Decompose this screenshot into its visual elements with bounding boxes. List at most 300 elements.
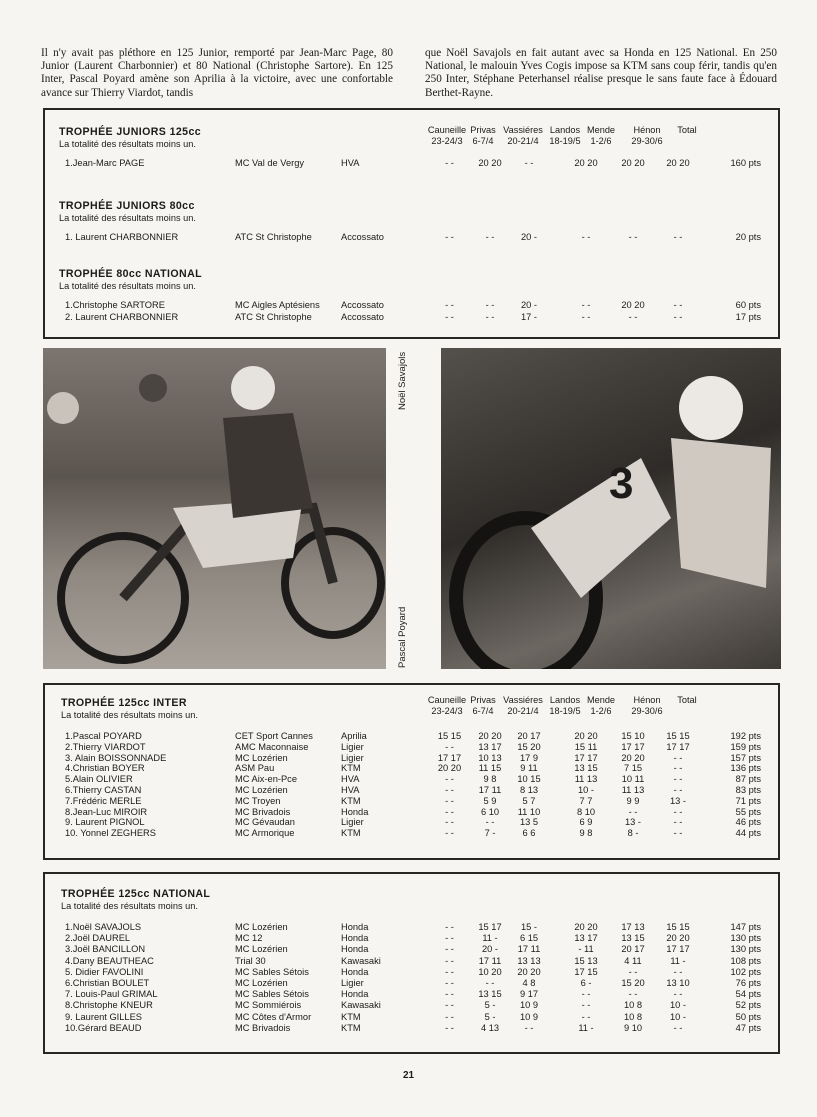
section-subtitle: La totalité des résultats moins un.	[59, 281, 196, 291]
score-pair: 20 20	[517, 966, 541, 977]
total-points: 157 pts	[730, 752, 761, 763]
club-name: MC Lozérien	[235, 922, 288, 932]
score-pair: 20 -	[520, 232, 538, 242]
score-pair: 20 17	[621, 944, 645, 955]
table-row	[45, 763, 778, 774]
total-points: 50 pts	[735, 1011, 761, 1022]
score-pair: - -	[581, 989, 591, 1000]
photo-noel-savajols	[441, 348, 781, 669]
motorcycle-brand: Honda	[341, 933, 369, 944]
column-header-dates: 29-30/6	[631, 136, 663, 146]
rider-name: 6.Christian BOULET	[65, 978, 150, 988]
section-title: TROPHÉE 125cc INTER	[61, 697, 187, 709]
column-header-label: Privas	[470, 695, 496, 705]
table-row	[45, 232, 778, 243]
table-row	[45, 1023, 778, 1034]
rider-name: 5.Alain OLIVIER	[65, 774, 133, 785]
photo-pascal-poyard	[43, 348, 386, 669]
score-pair: - -	[445, 312, 454, 322]
motorcycle-brand: KTM	[341, 1011, 361, 1022]
total-points: 130 pts	[730, 944, 761, 955]
score-pair: 5 9	[483, 795, 497, 806]
motorcycle-brand: Ligier	[341, 752, 364, 763]
motorcycle-brand: Honda	[341, 989, 369, 1000]
caption-noel-savajols: Noël Savajols	[397, 351, 408, 410]
table-row	[45, 300, 778, 311]
score-pair: - -	[445, 944, 454, 955]
score-pair: 11 13	[574, 774, 598, 785]
score-pair: 20 20	[478, 158, 502, 168]
club-name: MC 12	[235, 933, 263, 944]
score-pair: 17 13	[621, 922, 645, 932]
table-row	[45, 817, 778, 828]
column-header-dates: 23-24/3	[431, 706, 463, 716]
motorcycle-brand: HVA	[341, 774, 360, 785]
club-name: MC Sables Sétois	[235, 989, 309, 1000]
score-pair: - -	[673, 752, 683, 763]
column-header-dates: 6-7/4	[472, 706, 494, 716]
motorcycle-brand: Honda	[341, 922, 369, 932]
motorcycle-brand: Aprilia	[341, 731, 367, 741]
column-header-label: Cauneille	[427, 125, 467, 135]
column-header-dates: 1-2/6	[590, 706, 612, 716]
score-pair: 13 15	[621, 933, 645, 944]
score-pair: 15 10	[621, 731, 645, 741]
score-pair: 15 15	[666, 731, 690, 741]
total-points: 83 pts	[735, 785, 761, 795]
score-pair: 5 -	[484, 1011, 496, 1022]
section-subtitle: La totalité des résultats moins un.	[59, 139, 196, 149]
total-points: 71 pts	[735, 795, 761, 806]
rider-name: 5. Didier FAVOLINI	[65, 966, 144, 977]
score-pair: 20 20	[621, 158, 645, 168]
score-pair: 20 17	[517, 731, 541, 741]
score-pair: 17 17	[666, 741, 690, 752]
score-pair: 10 20	[478, 966, 502, 977]
score-pair: - -	[628, 989, 638, 1000]
score-pair: 5 7	[522, 795, 536, 806]
score-pair: - -	[445, 922, 454, 932]
section-subtitle: La totalité des résultats moins un.	[59, 213, 196, 223]
score-pair: - -	[628, 232, 638, 242]
motorcycle-brand: Ligier	[341, 741, 364, 752]
score-pair: - -	[445, 158, 454, 168]
score-pair: - -	[485, 300, 495, 310]
total-points: 52 pts	[735, 1000, 761, 1011]
score-pair: 15 15	[666, 922, 690, 932]
score-pair: - -	[445, 1000, 454, 1011]
score-pair: - -	[581, 1000, 591, 1011]
score-pair: - -	[628, 966, 638, 977]
score-pair: 17 11	[478, 955, 502, 966]
motorcycle-brand: HVA	[341, 785, 360, 795]
score-pair: - -	[445, 1011, 454, 1022]
score-pair: - -	[445, 933, 454, 944]
total-points: 55 pts	[735, 806, 761, 817]
column-header	[655, 125, 719, 136]
score-pair: 20 20	[478, 731, 502, 741]
score-pair: 10 15	[517, 774, 541, 785]
intro-text-left: Il n'y avait pas pléthore en 125 Junior, remporté par Jean-Marc Page, 80 Junior (Laurent Charbonnier) et 80 National (Christophe Sartore). En 125 Inter, Pascal Poyard amène son Aprilia à la victoire, avec une confortable avance sur Thierry Viardot, tandis	[41, 47, 393, 99]
score-pair: 6 -	[580, 978, 592, 988]
score-pair: - -	[445, 966, 454, 977]
rider-name: 4.Christian BOYER	[65, 763, 145, 774]
score-pair: 10 9	[519, 1000, 539, 1011]
score-pair: 17 11	[517, 944, 541, 955]
score-pair: 15 17	[478, 922, 502, 932]
score-pair: 20 20	[621, 300, 645, 310]
motorcycle-brand: Ligier	[341, 817, 364, 828]
club-name: MC Lozérien	[235, 752, 288, 763]
score-pair: - 11	[578, 944, 594, 955]
total-points: 130 pts	[730, 933, 761, 944]
motorcycle-brand: KTM	[341, 795, 361, 806]
svg-text:3: 3	[609, 459, 634, 508]
table-row	[45, 312, 778, 323]
column-header-label: Landos	[549, 125, 581, 135]
score-pair: 20 20	[574, 731, 598, 741]
motorcycle-brand: Ligier	[341, 978, 364, 988]
club-name: MC Lozérien	[235, 978, 288, 988]
score-pair: 10 -	[669, 1011, 687, 1022]
section-subtitle: La totalité des résultats moins un.	[61, 710, 198, 720]
score-pair: - -	[581, 300, 591, 310]
total-points: 20 pts	[735, 232, 761, 242]
score-pair: - -	[673, 774, 683, 785]
motorcycle-brand: KTM	[341, 828, 361, 839]
score-pair: - -	[628, 806, 638, 817]
motorcycle-brand: Accossato	[341, 312, 384, 322]
score-pair: - -	[673, 785, 683, 795]
score-pair: 9 9	[626, 795, 640, 806]
caption-pascal-poyard: Pascal Poyard	[397, 606, 408, 668]
intro-text-right: que Noël Savajols en fait autant avec sa Honda en 125 National. En 250 National, le malouin Yves Cogis impose sa KTM sans coup férir, tandis qu'en 250 Inter, Stéphane Peterhansel réalise presque le sans faute face à Édouard Berthet-Rayne.	[425, 47, 777, 99]
score-pair: 7 7	[579, 795, 593, 806]
score-pair: - -	[445, 978, 454, 988]
score-pair: - -	[581, 1011, 591, 1022]
rider-name: 2. Laurent CHARBONNIER	[65, 312, 179, 322]
score-pair: 9 17	[519, 989, 539, 1000]
club-name: MC Gévaudan	[235, 817, 295, 828]
section-subtitle: La totalité des résultats moins un.	[61, 901, 198, 911]
motorcycle-brand: Accossato	[341, 232, 384, 242]
motorcycle-brand: KTM	[341, 763, 361, 774]
score-pair: - -	[673, 989, 683, 1000]
score-pair: 20 20	[574, 158, 598, 168]
score-pair: - -	[445, 741, 454, 752]
motorcycle-brand: KTM	[341, 1022, 361, 1033]
club-name: ATC St Christophe	[235, 232, 312, 242]
rider-name: 4.Dany BEAUTHEAC	[65, 955, 154, 966]
score-pair: 20 20	[666, 933, 690, 944]
total-points: 60 pts	[735, 300, 761, 310]
column-header-dates: 23-24/3	[431, 136, 463, 146]
column-header-label: Hénon	[633, 695, 661, 705]
club-name: ATC St Christophe	[235, 312, 312, 322]
column-header-dates: 18-19/5	[549, 136, 581, 146]
score-pair: 20 -	[520, 300, 538, 310]
score-pair: - -	[673, 828, 683, 839]
score-pair: 9 8	[579, 828, 593, 839]
total-points: 87 pts	[735, 774, 761, 785]
total-points: 76 pts	[735, 978, 761, 988]
score-pair: 11 -	[670, 955, 686, 966]
club-name: MC Sables Sétois	[235, 966, 309, 977]
total-points: 46 pts	[735, 817, 761, 828]
total-points: 147 pts	[730, 922, 761, 932]
score-pair: 8 -	[627, 828, 639, 839]
score-pair: - -	[445, 795, 454, 806]
table-row	[45, 796, 778, 807]
table-row	[45, 731, 778, 742]
score-pair: 10 -	[669, 1000, 687, 1011]
table-row	[45, 1000, 778, 1011]
score-pair: - -	[673, 1022, 683, 1033]
section-title: TROPHÉE 80cc NATIONAL	[59, 268, 203, 280]
score-pair: - -	[445, 232, 454, 242]
rider-name: 8.Christophe KNEUR	[65, 1000, 153, 1011]
score-pair: - -	[673, 763, 683, 774]
club-name: AMC Maconnaise	[235, 741, 309, 752]
score-pair: 20 20	[666, 158, 690, 168]
score-pair: - -	[485, 312, 495, 322]
rider-name: 7. Louis-Paul GRIMAL	[65, 989, 158, 1000]
score-pair: 15 20	[517, 741, 541, 752]
table-row	[45, 158, 778, 169]
score-pair: 17 17	[437, 752, 462, 763]
score-pair: 15 -	[520, 922, 538, 932]
score-pair: 17 9	[519, 752, 539, 763]
table-row	[45, 978, 778, 989]
club-name: MC Lozérien	[235, 785, 288, 795]
motorcycle-brand: Kawasaki	[341, 1000, 381, 1011]
score-pair: 4 8	[522, 978, 536, 988]
score-pair: - -	[445, 828, 454, 839]
total-points: 160 pts	[730, 158, 761, 168]
motorcycle-brand: HVA	[341, 158, 360, 168]
score-pair: - -	[445, 1022, 454, 1033]
score-pair: - -	[445, 774, 454, 785]
score-pair: 15 20	[621, 978, 645, 988]
score-pair: 17 -	[520, 312, 538, 322]
rider-name: 10.Gérard BEAUD	[65, 1022, 142, 1033]
club-name: MC Côtes d'Armor	[235, 1011, 312, 1022]
score-pair: 20 20	[437, 763, 462, 774]
score-pair: 7 -	[484, 828, 496, 839]
rider-name: 1.Christophe SARTORE	[65, 300, 165, 310]
club-name: MC Troyen	[235, 795, 281, 806]
score-pair: - -	[445, 785, 454, 795]
score-pair: 20 -	[481, 944, 499, 955]
total-points: 17 pts	[735, 312, 761, 322]
rider-name: 1.Pascal POYARD	[65, 731, 142, 741]
score-pair: - -	[445, 817, 454, 828]
rider-name: 1.Jean-Marc PAGE	[65, 158, 145, 168]
score-pair: - -	[673, 806, 683, 817]
club-name: MC Brivadois	[235, 806, 291, 817]
total-points: 44 pts	[735, 828, 761, 839]
score-pair: 8 13	[519, 785, 539, 795]
score-pair: - -	[673, 817, 683, 828]
table-row	[45, 774, 778, 785]
column-header-dates: 20-21/4	[507, 136, 539, 146]
score-pair: 11 10	[517, 806, 541, 817]
score-pair: 11 -	[482, 933, 498, 944]
score-pair: 17 17	[621, 741, 645, 752]
score-pair: 20 20	[574, 922, 598, 932]
score-pair: 13 13	[517, 955, 541, 966]
column-header-dates: 1-2/6	[590, 136, 612, 146]
score-pair: 10 11	[621, 774, 645, 785]
score-pair: 13 -	[624, 817, 642, 828]
total-points: 47 pts	[735, 1022, 761, 1033]
club-name: MC Aigles Aptésiens	[235, 300, 320, 310]
club-name: Trial 30	[235, 955, 266, 966]
score-pair: 13 15	[478, 989, 502, 1000]
column-header-dates: 18-19/5	[549, 706, 581, 716]
column-header-dates: 20-21/4	[507, 706, 539, 716]
score-pair: 13 10	[666, 978, 690, 988]
score-pair: - -	[673, 966, 683, 977]
score-pair: 5 -	[484, 1000, 496, 1011]
rider-name: 2.Thierry VIARDOT	[65, 741, 146, 752]
rider-name: 1.Noël SAVAJOLS	[65, 922, 142, 932]
score-pair: - -	[485, 978, 495, 988]
total-points: 54 pts	[735, 989, 761, 1000]
column-header-label: Vassiéres	[503, 125, 543, 135]
rider-name: 3.Joël BANCILLON	[65, 944, 146, 955]
score-pair: 6 10	[480, 806, 500, 817]
column-header-label: Hénon	[633, 125, 661, 135]
page-number: 21	[402, 1070, 415, 1081]
trophy-125-national-table	[43, 872, 780, 1054]
rider-name: 10. Yonnel ZEGHERS	[65, 828, 156, 839]
rider-name: 8.Jean-Luc MIROIR	[65, 806, 148, 817]
score-pair: 7 15	[623, 763, 643, 774]
score-pair: - -	[445, 955, 454, 966]
table-row	[45, 742, 778, 753]
score-pair: - -	[445, 989, 454, 1000]
score-pair: 4 13	[480, 1022, 500, 1033]
score-pair: 6 9	[579, 817, 593, 828]
score-pair: 10 -	[577, 785, 595, 795]
score-pair: 17 15	[574, 966, 598, 977]
total-points: 102 pts	[730, 966, 761, 977]
motorcycle-brand: Honda	[341, 966, 369, 977]
score-pair: 13 5	[519, 817, 539, 828]
table-row	[45, 989, 778, 1000]
score-pair: 11 15	[478, 763, 502, 774]
table-row	[45, 967, 778, 978]
score-pair: 13 15	[574, 763, 598, 774]
club-name: MC Aix-en-Pce	[235, 774, 297, 785]
table-row	[45, 753, 778, 764]
score-pair: - -	[628, 312, 638, 322]
score-pair: 17 17	[666, 944, 690, 955]
table-row	[45, 1012, 778, 1023]
score-pair: 10 13	[478, 752, 502, 763]
rider-name: 9. Laurent PIGNOL	[65, 817, 145, 828]
table-row	[45, 922, 778, 933]
table-row	[45, 785, 778, 796]
table-row	[45, 933, 778, 944]
score-pair: 8 10	[576, 806, 596, 817]
column-header-dates: 29-30/6	[631, 706, 663, 716]
score-pair: 9 8	[483, 774, 497, 785]
column-header-dates: 6-7/4	[472, 136, 494, 146]
score-pair: 11 -	[578, 1022, 594, 1033]
total-points: 108 pts	[730, 955, 761, 966]
total-points: 159 pts	[730, 741, 761, 752]
table-row	[45, 944, 778, 955]
score-pair: 13 -	[669, 795, 687, 806]
score-pair: 15 13	[574, 955, 598, 966]
column-header-label: Cauneille	[427, 695, 467, 705]
motorcycle-brand: Honda	[341, 806, 369, 817]
score-pair: 6 6	[522, 828, 536, 839]
club-name: MC Val de Vergy	[235, 158, 305, 168]
score-pair: 15 11	[574, 741, 598, 752]
column-header-label: Total	[677, 125, 697, 135]
club-name: ASM Pau	[235, 763, 275, 774]
rider-name: 9. Laurent GILLES	[65, 1011, 143, 1022]
score-pair: - -	[581, 232, 591, 242]
section-title: TROPHÉE JUNIORS 125cc	[59, 126, 202, 138]
score-pair: - -	[673, 312, 683, 322]
score-pair: 15 15	[437, 731, 462, 741]
column-header-label: Privas	[470, 125, 496, 135]
junior-trophies-table	[43, 108, 780, 339]
motorcycle-brand: Kawasaki	[341, 955, 381, 966]
score-pair: - -	[445, 806, 454, 817]
rider-name: 6.Thierry CASTAN	[65, 785, 142, 795]
score-pair: - -	[673, 300, 683, 310]
score-pair: 9 11	[520, 763, 538, 774]
score-pair: 10 8	[623, 1011, 643, 1022]
score-pair: 10 8	[623, 1000, 643, 1011]
rider-name: 1. Laurent CHARBONNIER	[65, 232, 179, 242]
column-header-label: Vassiéres	[503, 695, 543, 705]
score-pair: - -	[524, 1022, 534, 1033]
club-name: MC Armorique	[235, 828, 295, 839]
club-name: MC Brivadois	[235, 1022, 291, 1033]
score-pair: 9 10	[623, 1022, 643, 1033]
score-pair: 20 20	[621, 752, 645, 763]
rider-name: 7.Frédéric MERLE	[65, 795, 142, 806]
table-row	[45, 807, 778, 818]
score-pair: - -	[524, 158, 534, 168]
total-points: 192 pts	[730, 731, 761, 741]
score-pair: - -	[581, 312, 591, 322]
score-pair: 13 17	[574, 933, 598, 944]
score-pair: 6 15	[519, 933, 539, 944]
score-pair: 13 17	[478, 741, 502, 752]
table-row	[45, 956, 778, 967]
column-header-label: Total	[677, 695, 697, 705]
rider-name: 2.Joël DAUREL	[65, 933, 131, 944]
club-name: CET Sport Cannes	[235, 731, 313, 741]
column-header-label: Mende	[586, 695, 616, 705]
club-name: MC Lozérien	[235, 944, 288, 955]
column-header	[655, 695, 719, 706]
score-pair: - -	[445, 300, 454, 310]
score-pair: 4 11	[624, 955, 642, 966]
score-pair: 11 13	[621, 785, 645, 795]
score-pair: - -	[485, 232, 495, 242]
score-pair: - -	[673, 232, 683, 242]
section-title: TROPHÉE 125cc NATIONAL	[61, 888, 211, 900]
trophy-125-inter-table	[43, 683, 780, 860]
